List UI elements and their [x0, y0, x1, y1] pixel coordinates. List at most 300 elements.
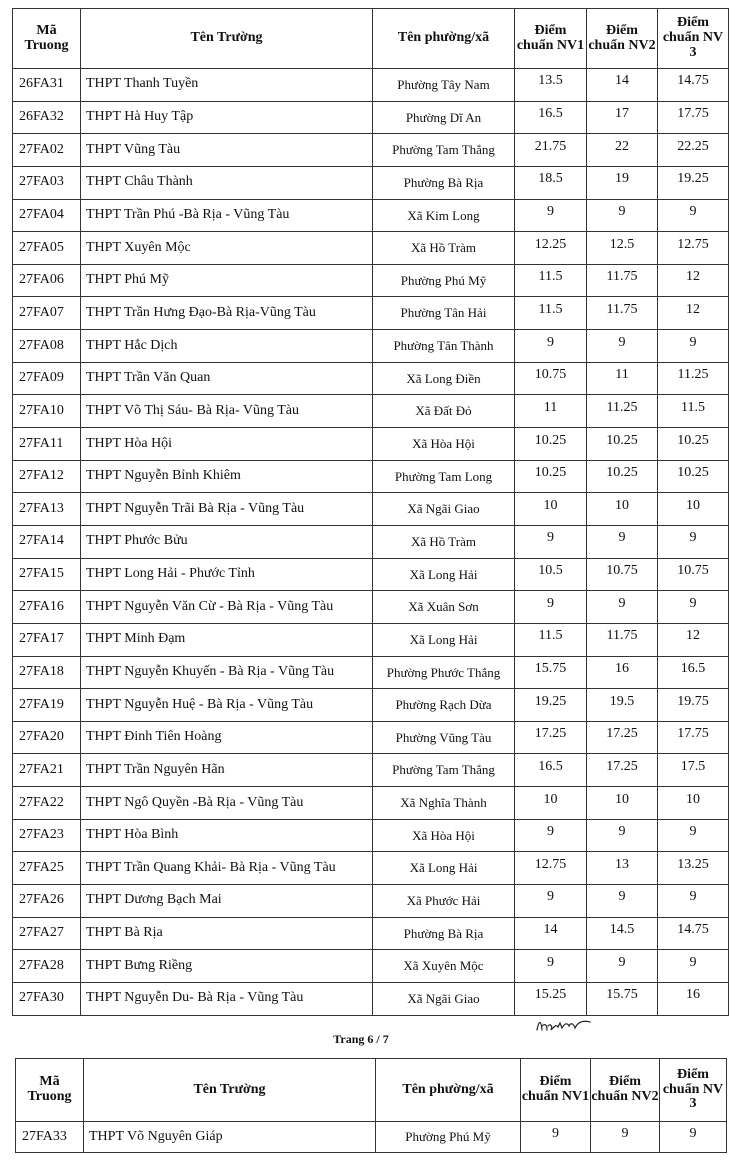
- score-nv1-cell-value: 12.25: [534, 236, 567, 252]
- school-code-cell: 27FA05: [13, 232, 81, 265]
- ward-cell: Phường Phú Mỹ: [373, 264, 515, 297]
- school-name-cell: THPT Thanh Tuyền: [81, 69, 373, 102]
- school-name-cell: THPT Nguyễn Văn Cừ - Bà Rịa - Vũng Tàu: [81, 591, 373, 624]
- score-nv2-cell: [587, 885, 658, 918]
- score-nv1-cell-value: 15.75: [534, 661, 567, 676]
- score-nv1-cell-value: 16.5: [538, 106, 563, 122]
- school-name-cell: THPT Trần Phú -Bà Rịa - Vũng Tàu: [81, 199, 373, 232]
- table-header-row: [13, 9, 729, 69]
- score-nv3-cell: [658, 493, 729, 526]
- score-nv2-cell: [587, 297, 658, 330]
- table-row: [13, 591, 729, 624]
- score-nv1-cell-value: 9: [547, 824, 554, 840]
- score-nv1-cell-value: 14: [543, 922, 558, 938]
- ward-cell: Xã Long Hải: [373, 852, 515, 885]
- score-nv3-cell-value: 10: [686, 497, 700, 513]
- score-nv3-cell-value: 12: [686, 301, 700, 317]
- ward-cell: Xã Long Điền: [373, 362, 515, 395]
- school-code-cell: 27FA13: [13, 493, 81, 526]
- score-nv1-cell-value: 11: [543, 399, 558, 415]
- score-nv3-cell-value: 9: [689, 334, 697, 350]
- score-nv1-cell-value: 10.75: [534, 367, 567, 383]
- school-code-cell: 27FA08: [13, 330, 81, 363]
- table-row: [13, 525, 729, 558]
- score-nv3-cell: [658, 982, 729, 1015]
- score-nv1-cell: [515, 166, 587, 199]
- ward-cell: Phường Dĩ An: [373, 101, 515, 134]
- score-nv1-cell-value: 10.25: [534, 432, 567, 448]
- header-ward: Tên phường/xã: [376, 1059, 521, 1122]
- school-name-cell: THPT Bà Rịa: [81, 917, 373, 950]
- score-nv1-cell-value: 9: [547, 530, 554, 546]
- score-nv2-cell: [587, 525, 658, 558]
- school-code-cell: 27FA30: [13, 982, 81, 1015]
- score-nv2-cell-value: 16: [615, 661, 629, 676]
- score-nv2-cell-value: 17.25: [606, 758, 638, 774]
- score-nv3-cell: [658, 558, 729, 591]
- score-nv2-cell-value: 11: [615, 367, 629, 383]
- school-code-cell: 26FA32: [13, 101, 81, 134]
- score-nv3-cell-value: 12: [686, 628, 700, 644]
- table-row: [13, 558, 729, 591]
- score-nv2-cell: [587, 787, 658, 820]
- score-nv2-cell-value: 11.75: [606, 269, 638, 285]
- score-nv1-cell: [515, 656, 587, 689]
- score-nv3-cell-value: 12: [686, 269, 700, 285]
- ward-cell: Phường Phú Mỹ: [376, 1122, 521, 1153]
- table-row: [13, 656, 729, 689]
- table-row: [16, 1122, 727, 1153]
- score-nv2-cell-value: 9: [618, 824, 626, 840]
- page-number: Trang 6 / 7: [333, 1032, 389, 1046]
- ward-cell: Xã Long Hải: [373, 623, 515, 656]
- score-nv1-cell: [515, 428, 587, 461]
- table-row: [13, 493, 729, 526]
- table-row: [13, 199, 729, 232]
- table-row: [13, 885, 729, 918]
- ward-cell: Phường Tân Thành: [373, 330, 515, 363]
- header-school: Tên Trường: [81, 9, 373, 69]
- school-name-cell: THPT Trần Nguyên Hãn: [81, 754, 373, 787]
- score-nv3-cell-value: 10.25: [677, 465, 709, 481]
- score-nv3-cell: [658, 525, 729, 558]
- school-name-cell: THPT Phước Bửu: [81, 525, 373, 558]
- score-nv3-cell: [658, 232, 729, 265]
- score-nv2-cell: [587, 591, 658, 624]
- score-nv3-cell-value: 9: [689, 530, 697, 546]
- score-nv3-cell-value: 9: [689, 824, 697, 840]
- school-code-cell: 27FA23: [13, 819, 81, 852]
- score-nv2-cell-value: 10.75: [606, 563, 638, 579]
- score-nv2-cell-value: 13: [615, 856, 629, 872]
- score-nv2-cell-value: 10.25: [606, 465, 638, 481]
- ward-cell: Xã Hồ Tràm: [373, 232, 515, 265]
- score-nv1-cell-value: 13.5: [538, 73, 563, 89]
- score-nv3-cell-value: 22.25: [677, 138, 709, 154]
- school-name-cell: THPT Nguyễn Khuyến - Bà Rịa - Vũng Tàu: [81, 656, 373, 689]
- score-nv3-cell: [658, 199, 729, 232]
- score-nv2-cell-value: 15.75: [606, 987, 638, 1003]
- table-body: [13, 69, 729, 1016]
- table-row: [13, 721, 729, 754]
- score-nv3-cell-value: 9: [689, 954, 697, 970]
- score-nv1-cell: [515, 232, 587, 265]
- ward-cell: Phường Tam Long: [373, 460, 515, 493]
- school-code-cell: 27FA12: [13, 460, 81, 493]
- score-nv3-cell: [658, 101, 729, 134]
- school-code-cell: 27FA10: [13, 395, 81, 428]
- score-nv3-cell-value: 11.25: [677, 367, 709, 383]
- score-nv1-cell: [515, 885, 587, 918]
- score-nv1-cell-value: 21.75: [534, 138, 567, 154]
- score-nv1-cell: [515, 525, 587, 558]
- table-row: [13, 428, 729, 461]
- score-nv1-cell-value: 9: [552, 1125, 559, 1141]
- score-nv2-cell-value: 11.75: [606, 628, 638, 644]
- score-nv1-cell: [515, 134, 587, 167]
- school-code-cell: 27FA17: [13, 623, 81, 656]
- score-nv1-cell-value: 10: [543, 791, 558, 807]
- score-nv1-cell-value: 19.25: [534, 693, 567, 709]
- score-nv1-cell-value: 16.5: [538, 758, 563, 774]
- ward-cell: Xã Ngãi Giao: [373, 493, 515, 526]
- score-nv3-cell: [658, 362, 729, 395]
- score-nv1-cell-value: 12.75: [534, 856, 567, 872]
- score-nv2-cell-value: 19.5: [609, 693, 635, 709]
- score-nv1-cell: [515, 852, 587, 885]
- score-nv3-cell: [658, 656, 729, 689]
- score-nv1-cell-value: 17.25: [534, 726, 567, 742]
- score-nv3-cell: [658, 428, 729, 461]
- header-nv3: Điểm chuẩn NV 3: [660, 1059, 727, 1122]
- score-nv1-cell: [515, 982, 587, 1015]
- score-nv3-cell-value: 19.75: [677, 693, 709, 709]
- table-row: [13, 689, 729, 722]
- ward-cell: Xã Xuân Sơn: [373, 591, 515, 624]
- score-nv2-cell: [587, 950, 658, 983]
- school-name-cell: THPT Hà Huy Tập: [81, 101, 373, 134]
- school-name-cell: THPT Nguyễn Trãi Bà Rịa - Vũng Tàu: [81, 493, 373, 526]
- school-code-cell: 27FA11: [13, 428, 81, 461]
- school-code-cell: 27FA14: [13, 525, 81, 558]
- table-row: [13, 950, 729, 983]
- score-nv3-cell-value: 17.75: [677, 726, 709, 742]
- score-nv2-cell: [587, 134, 658, 167]
- score-nv3-cell: [658, 689, 729, 722]
- score-nv1-cell: [515, 558, 587, 591]
- school-code-cell: 27FA22: [13, 787, 81, 820]
- school-name-cell: THPT Minh Đạm: [81, 623, 373, 656]
- header-nv2: Điểm chuẩn NV2: [591, 1059, 660, 1122]
- score-nv3-cell-value: 13.25: [677, 856, 709, 872]
- school-code-cell: 27FA20: [13, 721, 81, 754]
- school-code-cell: 27FA25: [13, 852, 81, 885]
- score-nv2-cell: [587, 982, 658, 1015]
- score-nv3-cell: [658, 950, 729, 983]
- score-nv1-cell: [515, 395, 587, 428]
- score-nv3-cell-value: 19.25: [677, 171, 709, 187]
- score-nv1-cell: [515, 591, 587, 624]
- score-nv1-cell: [515, 623, 587, 656]
- score-nv2-cell: [587, 330, 658, 363]
- school-name-cell: THPT Vũng Tàu: [81, 134, 373, 167]
- score-nv3-cell: [658, 852, 729, 885]
- table-row: [13, 819, 729, 852]
- table-row: [13, 362, 729, 395]
- ward-cell: Phường Rạch Dừa: [373, 689, 515, 722]
- school-name-cell: THPT Trần Văn Quan: [81, 362, 373, 395]
- score-nv2-cell: [587, 232, 658, 265]
- score-nv2-cell: [587, 395, 658, 428]
- score-nv2-cell-value: 11.25: [606, 399, 638, 415]
- score-nv2-cell-value: 22: [615, 138, 629, 154]
- school-code-cell: 27FA09: [13, 362, 81, 395]
- score-nv1-cell-value: 11.5: [538, 269, 563, 285]
- table-row: [13, 166, 729, 199]
- school-name-cell: THPT Võ Nguyên Giáp: [84, 1122, 376, 1153]
- score-nv2-cell-value: 9: [618, 595, 626, 611]
- score-nv2-cell: [587, 69, 658, 102]
- ward-cell: Xã Phước Hải: [373, 885, 515, 918]
- ward-cell: Xã Kim Long: [373, 199, 515, 232]
- score-nv1-cell: [515, 297, 587, 330]
- ward-cell: Phường Tân Hải: [373, 297, 515, 330]
- score-nv3-cell-value: 9: [689, 204, 697, 220]
- score-nv1-cell: [515, 460, 587, 493]
- score-nv3-cell-value: 17.75: [677, 106, 709, 122]
- school-code-cell: 27FA28: [13, 950, 81, 983]
- header-ward: Tên phường/xã: [373, 9, 515, 69]
- score-nv2-cell: [587, 101, 658, 134]
- score-nv2-cell: [587, 917, 658, 950]
- score-nv1-cell: [515, 330, 587, 363]
- score-nv3-cell: [658, 264, 729, 297]
- header-nv3: Điểm chuẩn NV 3: [658, 9, 729, 69]
- school-code-cell: 27FA26: [13, 885, 81, 918]
- table-row: [13, 754, 729, 787]
- ward-cell: Xã Long Hải: [373, 558, 515, 591]
- score-nv1-cell-value: 10: [543, 497, 558, 513]
- score-nv1-cell-value: 9: [547, 204, 554, 220]
- table-row: [13, 917, 729, 950]
- score-nv2-cell-value: 10: [615, 497, 629, 513]
- score-nv2-cell: [587, 199, 658, 232]
- score-nv2-cell-value: 10.25: [606, 432, 638, 448]
- score-nv2-cell-value: 19: [615, 171, 629, 187]
- ward-cell: Phường Tây Nam: [373, 69, 515, 102]
- score-nv1-cell-value: 15.25: [534, 987, 567, 1003]
- score-nv3-cell-value: 10: [686, 791, 700, 807]
- score-nv2-cell: [587, 264, 658, 297]
- ward-cell: Xã Nghĩa Thành: [373, 787, 515, 820]
- score-nv3-cell: [658, 166, 729, 199]
- score-nv2-cell: [587, 166, 658, 199]
- school-code-cell: 27FA03: [13, 166, 81, 199]
- score-nv3-cell-value: 14.75: [677, 922, 709, 938]
- table-row: [13, 232, 729, 265]
- school-name-cell: THPT Hòa Bình: [81, 819, 373, 852]
- score-nv2-cell: [591, 1122, 660, 1153]
- score-nv1-cell: [515, 493, 587, 526]
- school-code-cell: 27FA07: [13, 297, 81, 330]
- school-name-cell: THPT Long Hải - Phước Tỉnh: [81, 558, 373, 591]
- continuation-header-row: [16, 1059, 727, 1122]
- header-nv1: Điểm chuẩn NV1: [515, 9, 587, 69]
- score-nv2-cell: [587, 852, 658, 885]
- score-nv2-cell-value: 9: [618, 204, 626, 220]
- school-code-cell: 27FA02: [13, 134, 81, 167]
- ward-cell: Phường Bà Rịa: [373, 166, 515, 199]
- score-nv3-cell: [658, 395, 729, 428]
- score-nv2-cell: [587, 819, 658, 852]
- score-nv1-cell: [515, 199, 587, 232]
- score-nv3-cell-value: 10.75: [677, 563, 709, 579]
- score-nv1-cell: [515, 362, 587, 395]
- score-nv2-cell: [587, 754, 658, 787]
- score-nv2-cell-value: 14.5: [609, 922, 635, 938]
- ward-cell: Phường Tam Thắng: [373, 134, 515, 167]
- ward-cell: Xã Hòa Hội: [373, 428, 515, 461]
- score-nv3-cell: [658, 623, 729, 656]
- school-name-cell: THPT Ngô Quyền -Bà Rịa - Vũng Tàu: [81, 787, 373, 820]
- score-nv2-cell-value: 12.5: [609, 236, 635, 252]
- table-row: [13, 330, 729, 363]
- table-row: [13, 134, 729, 167]
- score-nv3-cell-value: 14.75: [677, 73, 709, 89]
- score-nv2-cell: [587, 721, 658, 754]
- score-nv3-cell-value: 16: [686, 987, 700, 1003]
- score-nv1-cell: [515, 689, 587, 722]
- school-name-cell: THPT Nguyễn Bỉnh Khiêm: [81, 460, 373, 493]
- header-nv2: Điểm chuẩn NV2: [587, 9, 658, 69]
- score-nv1-cell: [515, 69, 587, 102]
- table-row: [13, 982, 729, 1015]
- school-code-cell: 27FA04: [13, 199, 81, 232]
- score-nv1-cell: [515, 721, 587, 754]
- header-code: Mã Truong: [13, 9, 81, 69]
- score-nv1-cell-value: 9: [547, 334, 554, 350]
- table-row: [13, 852, 729, 885]
- score-nv2-cell: [587, 689, 658, 722]
- score-nv1-cell: [515, 101, 587, 134]
- score-nv1-cell-value: 9: [547, 954, 554, 970]
- score-nv2-cell: [587, 362, 658, 395]
- score-nv1-cell-value: 9: [547, 889, 554, 905]
- score-nv3-cell: [658, 460, 729, 493]
- score-nv2-cell-value: 17.25: [606, 726, 638, 742]
- score-nv1-cell-value: 10.25: [534, 465, 567, 481]
- score-nv3-cell-value: 12.75: [677, 236, 709, 252]
- score-nv3-cell: [658, 754, 729, 787]
- school-name-cell: THPT Dương Bạch Mai: [81, 885, 373, 918]
- score-nv2-cell: [587, 460, 658, 493]
- score-nv2-cell-value: 9: [618, 530, 626, 546]
- score-nv3-cell: [658, 330, 729, 363]
- score-nv3-cell: [658, 819, 729, 852]
- score-nv2-cell-value: 17: [615, 106, 629, 122]
- ward-cell: Xã Ngãi Giao: [373, 982, 515, 1015]
- school-name-cell: THPT Nguyễn Du- Bà Rịa - Vũng Tàu: [81, 982, 373, 1015]
- ward-cell: Phường Bà Rịa: [373, 917, 515, 950]
- school-code-cell: 27FA18: [13, 656, 81, 689]
- school-name-cell: THPT Nguyễn Huệ - Bà Rịa - Vũng Tàu: [81, 689, 373, 722]
- score-nv2-cell-value: 11.75: [606, 301, 638, 317]
- score-nv2-cell-value: 14: [615, 73, 629, 89]
- school-name-cell: THPT Đinh Tiên Hoàng: [81, 721, 373, 754]
- score-nv3-cell: [658, 69, 729, 102]
- table-row: [13, 460, 729, 493]
- score-nv1-cell-value: 10.5: [538, 563, 563, 579]
- score-nv3-cell: [658, 297, 729, 330]
- score-nv3-cell-value: 10.25: [677, 432, 709, 448]
- score-nv1-cell-value: 9: [547, 595, 554, 611]
- score-nv1-cell-value: 18.5: [538, 171, 563, 187]
- ward-cell: Xã Đất Đỏ: [373, 395, 515, 428]
- table-row: [13, 297, 729, 330]
- score-nv3-cell-value: 17.5: [680, 758, 706, 774]
- school-name-cell: THPT Hắc Dịch: [81, 330, 373, 363]
- ward-cell: Phường Phước Thắng: [373, 656, 515, 689]
- score-nv2-cell-value: 9: [618, 954, 626, 970]
- table-row: [13, 264, 729, 297]
- score-nv1-cell: [515, 754, 587, 787]
- school-name-cell: THPT Xuyên Mộc: [81, 232, 373, 265]
- score-nv3-cell-value: 16.5: [680, 661, 706, 676]
- score-nv2-cell: [587, 623, 658, 656]
- ward-cell: Phường Tam Thắng: [373, 754, 515, 787]
- school-code-cell: 26FA31: [13, 69, 81, 102]
- score-nv1-cell-value: 11.5: [538, 628, 563, 644]
- ward-cell: Phường Vũng Tàu: [373, 721, 515, 754]
- ward-cell: Xã Xuyên Mộc: [373, 950, 515, 983]
- table-row: [13, 623, 729, 656]
- school-code-cell: 27FA21: [13, 754, 81, 787]
- score-nv3-cell-value: 9: [689, 889, 697, 905]
- score-nv2-cell: [587, 656, 658, 689]
- score-nv2-cell-value: 10: [615, 791, 629, 807]
- school-code-cell: 27FA27: [13, 917, 81, 950]
- school-name-cell: THPT Trần Hưng Đạo-Bà Rịa-Vũng Tàu: [81, 297, 373, 330]
- continuation-body: [16, 1122, 727, 1153]
- score-nv3-cell: [658, 885, 729, 918]
- score-nv1-cell: [521, 1122, 591, 1153]
- header-nv1: Điểm chuẩn NV1: [521, 1059, 591, 1122]
- school-name-cell: THPT Bưng Riềng: [81, 950, 373, 983]
- school-name-cell: THPT Võ Thị Sáu- Bà Rịa- Vũng Tàu: [81, 395, 373, 428]
- header-code: Mã Truong: [16, 1059, 84, 1122]
- school-code-cell: 27FA06: [13, 264, 81, 297]
- score-nv3-cell: [658, 917, 729, 950]
- score-nv3-cell-value: 11.5: [681, 399, 705, 415]
- table-row: [13, 787, 729, 820]
- score-nv3-cell-value: 9: [689, 1125, 697, 1141]
- score-nv3-cell: [660, 1122, 727, 1153]
- score-nv3-cell: [658, 134, 729, 167]
- school-code-cell: 27FA33: [16, 1122, 84, 1153]
- ward-cell: Xã Hòa Hội: [373, 819, 515, 852]
- school-name-cell: THPT Trần Quang Khải- Bà Rịa - Vũng Tàu: [81, 852, 373, 885]
- table-row: [13, 395, 729, 428]
- table-row: [13, 101, 729, 134]
- table-row: [13, 69, 729, 102]
- school-code-cell: 27FA19: [13, 689, 81, 722]
- school-name-cell: THPT Phú Mỹ: [81, 264, 373, 297]
- score-nv2-cell-value: 9: [618, 889, 626, 905]
- school-name-cell: THPT Hòa Hội: [81, 428, 373, 461]
- score-nv1-cell: [515, 819, 587, 852]
- score-nv2-cell: [587, 558, 658, 591]
- continuation-table: [15, 1058, 727, 1153]
